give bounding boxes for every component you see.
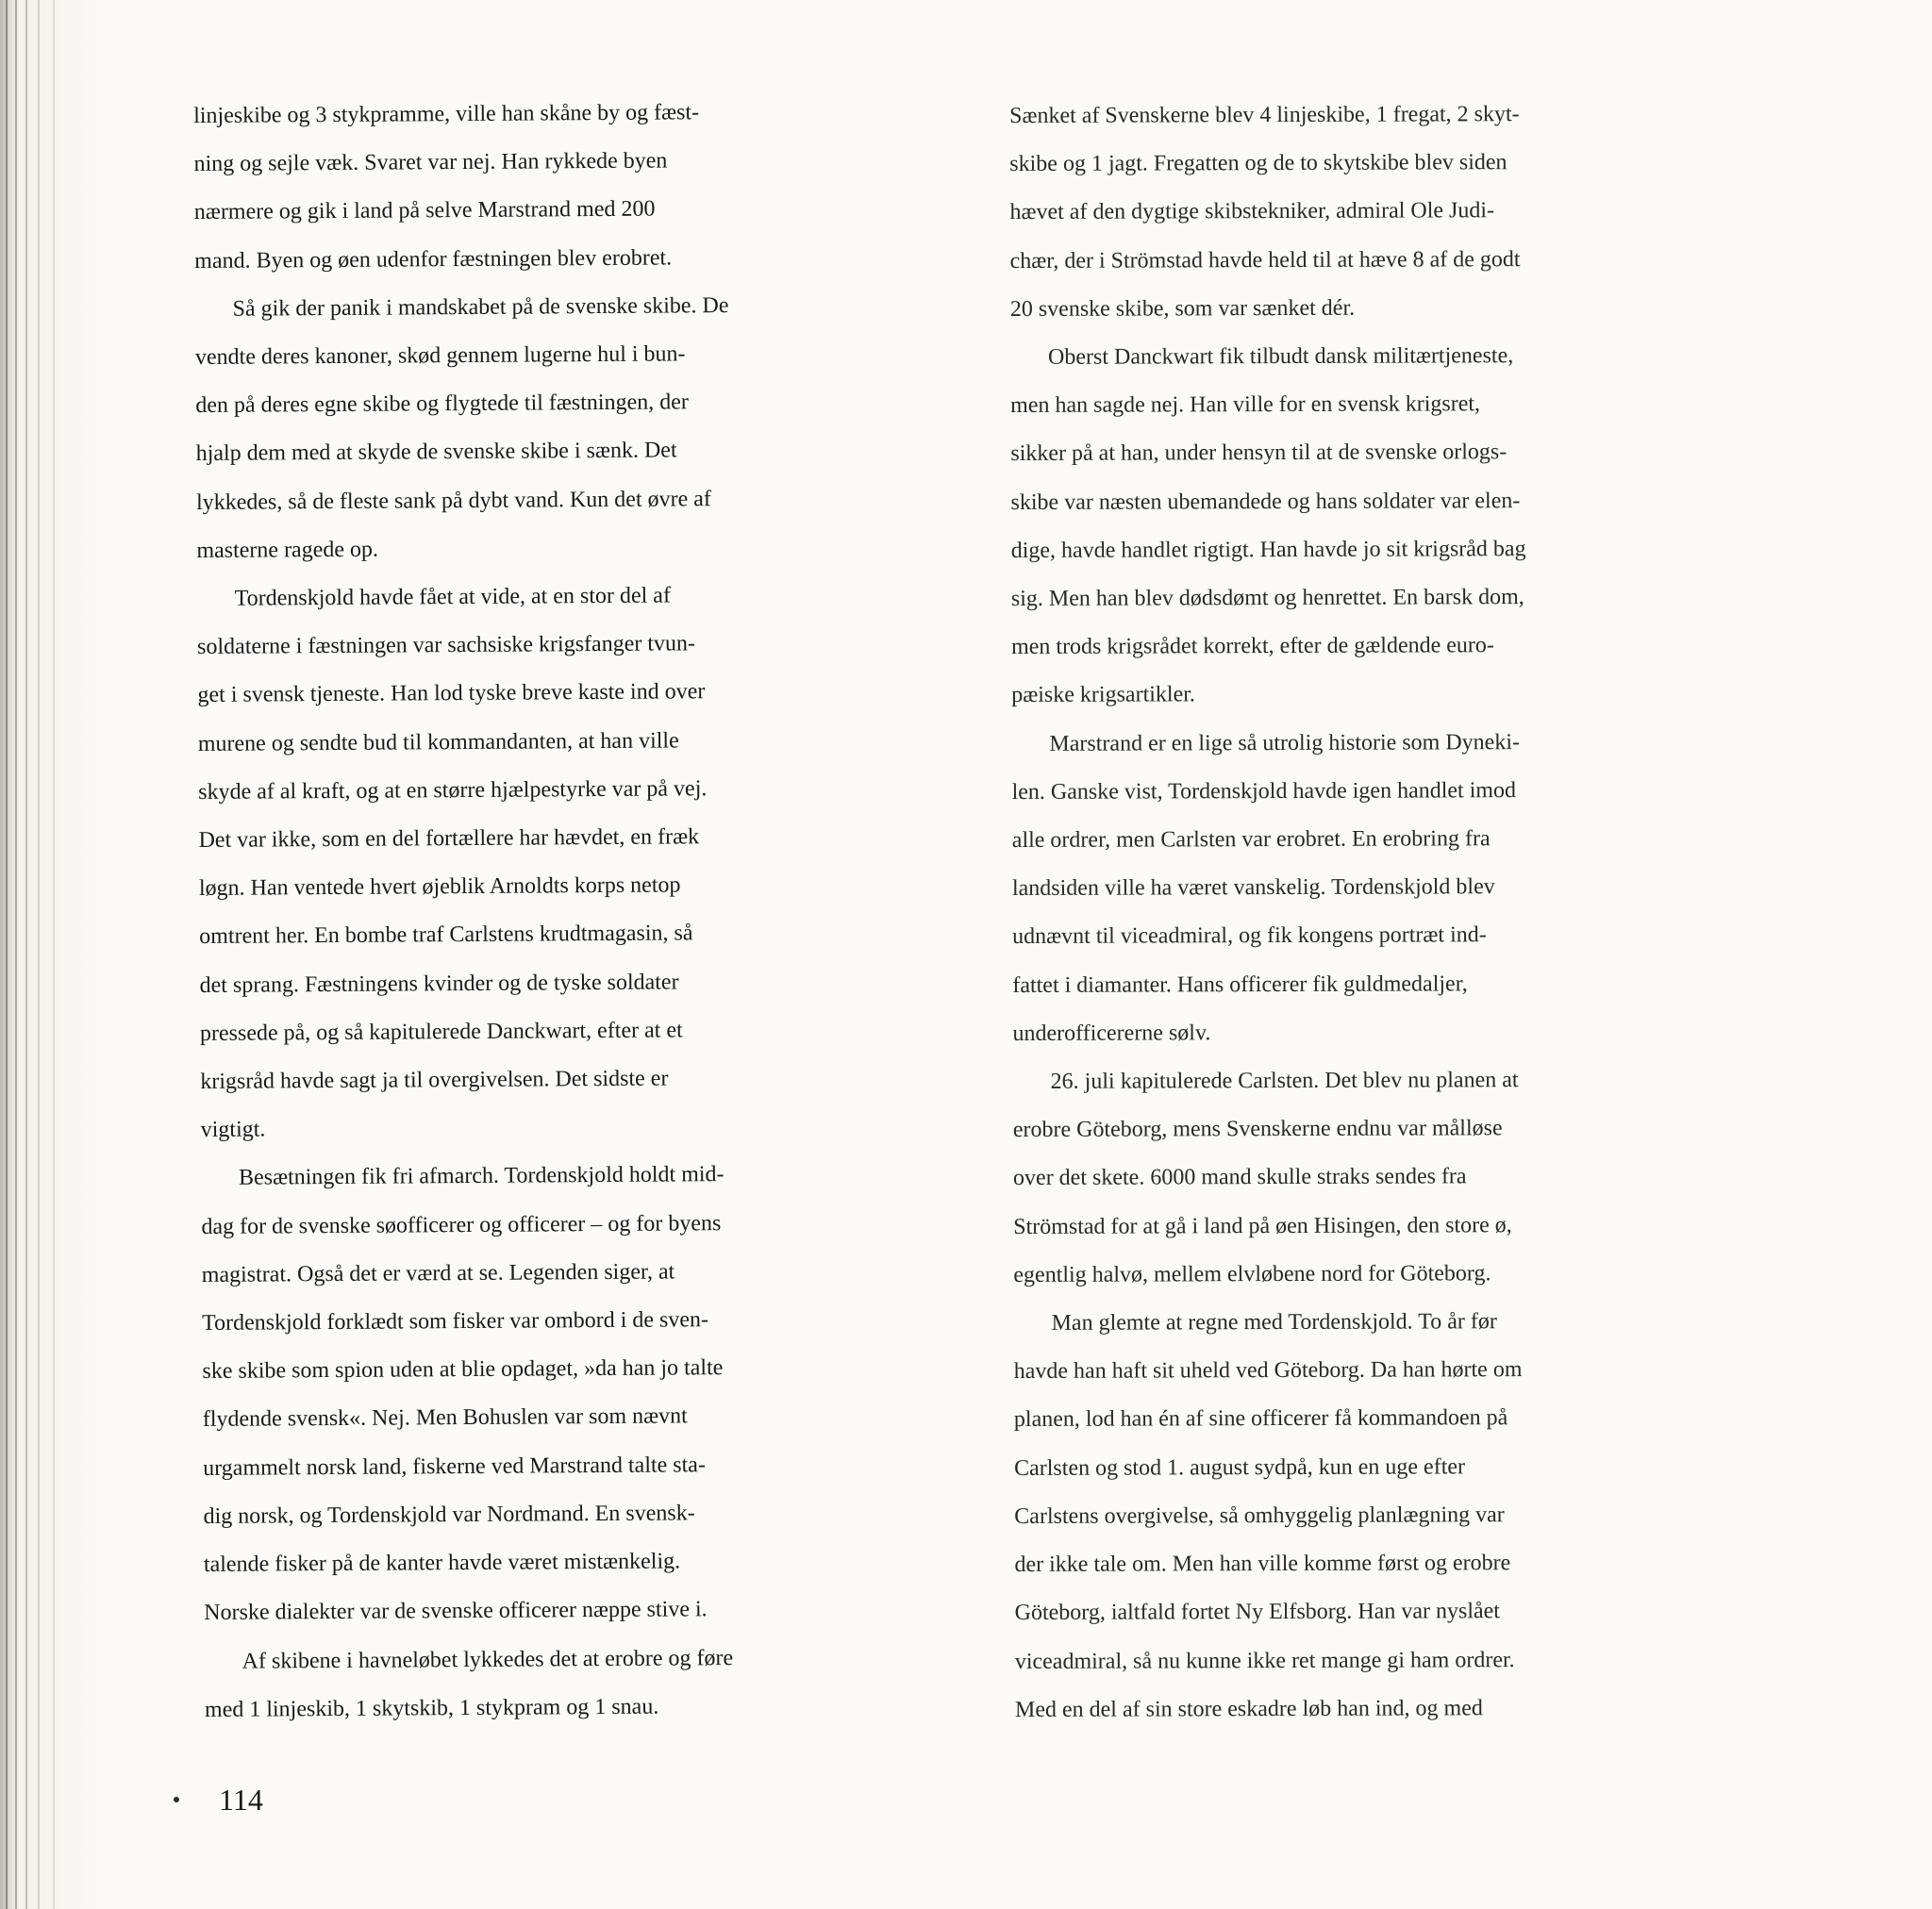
text-line: den på deres egne skibe og flygtede til fæstningen, der (195, 390, 689, 419)
text-line: Man glemte at regne med Tordenskjold. To år før (1051, 1309, 1497, 1336)
text-line: vigtigt. (200, 1117, 266, 1143)
text-line: Af skibene i havneløbet lykkedes det at erobre og føre (242, 1645, 734, 1674)
text-line: hævet af den dygtige skibstekniker, admiral Ole Judi- (1009, 198, 1495, 225)
text-line: hjalp dem med at skyde de svenske skibe i sænk. Det (195, 438, 677, 467)
text-line: vendte deres kanoner, skød gennem lugerne hul i bun- (194, 341, 686, 371)
text-line: dag for de svenske søofficerer og officerer – og for byens (201, 1210, 722, 1239)
page-edge-line (53, 0, 55, 1909)
text-line: men han sagde nej. Han ville for en svensk krigsret, (1010, 391, 1481, 419)
text-line: 26. juli kapitulerede Carlsten. Det blev nu planen at (1050, 1068, 1519, 1094)
text-line: underofficererne sølv. (1012, 1021, 1211, 1046)
text-line: Oberst Danckwart fik tilbudt dansk militærtjeneste, (1047, 343, 1514, 370)
text-line: Göteborg, ialtfald fortet Ny Elfsborg. Han var nyslået (1014, 1599, 1500, 1626)
text-line: Strömstad for at gå i land på øen Hisingen, den store ø, (1013, 1212, 1512, 1239)
text-line: Carlstens overgivelse, så omhyggelig planlægning var (1014, 1502, 1505, 1529)
text-line: Så gik der panik i mandskabet på de svenske skibe. De (232, 292, 729, 322)
text-line: men trods krigsrådet korrekt, efter de gældende euro- (1011, 633, 1494, 660)
text-line: chær, der i Strömstad havde held til at hæve 8 af de godt (1009, 246, 1521, 274)
text-line: soldaterne i fæstningen var sachsiske krigsfanger tvun- (197, 631, 696, 660)
folio-dot (174, 1797, 179, 1802)
text-line: ske skibe som spion uden at blie opdaget, »da han jo talte (202, 1355, 724, 1385)
text-line: krigsråd havde sagt ja til overgivelsen. Det sidste er (200, 1066, 669, 1095)
text-line: magistrat. Også det er værd at se. Legenden siger, at (201, 1259, 675, 1287)
text-line: løgn. Han ventede hvert øjeblik Arnoldts korps netop (198, 872, 681, 902)
left-text-column (193, 87, 988, 1735)
text-line: masterne ragede op. (196, 537, 379, 563)
text-line: Carlsten og stod 1. august sydpå, kun en uge efter (1014, 1454, 1466, 1481)
text-line: der ikke tale om. Men han ville komme først og erobre (1014, 1551, 1511, 1578)
right-text-column (1009, 90, 1845, 1735)
text-line: lykkedes, så de fleste sank på dybt vand. Kun det øvre af (195, 486, 711, 515)
text-line: murene og sendte bud til kommandanten, at han ville (197, 728, 679, 756)
text-line: sig. Men han blev dødsdømt og henrettet. En barsk dom, (1010, 585, 1524, 612)
page-edge-line (15, 0, 17, 1909)
text-line: sikker på at han, under hensyn til at de svenske orlogs- (1010, 440, 1507, 467)
text-line: flydende svensk«. Nej. Men Bohuslen var som nævnt (202, 1403, 688, 1433)
text-line: skibe var næsten ubemandede og hans soldater var elen- (1010, 488, 1521, 515)
text-line: get i svensk tjeneste. Han lod tyske breve kaste ind over (197, 679, 706, 708)
page-edge-line (6, 0, 8, 1909)
text-line: planen, lod han én af sine officerer få kommandoen på (1013, 1405, 1508, 1433)
text-line: nærmere og gik i land på selve Marstrand med 200 (193, 196, 656, 225)
text-line: dig norsk, og Tordenskjold var Nordmand. En svensk- (203, 1501, 695, 1529)
text-line: 20 svenske skibe, som var sænket dér. (1009, 295, 1356, 322)
text-line: talende fisker på de kanter havde været mistænkelig. (203, 1549, 681, 1578)
text-line: fattet i diamanter. Hans officerer fik guldmedaljer, (1012, 971, 1468, 998)
text-line: med 1 linjeskib, 1 skytskib, 1 stykpram og 1 snau. (204, 1694, 659, 1722)
text-line: len. Ganske vist, Tordenskjold havde igen handlet imod (1011, 777, 1517, 805)
text-line: alle ordrer, men Carlsten var erobret. En erobring fra (1011, 826, 1491, 854)
text-line: over det skete. 6000 mand skulle straks sendes fra (1012, 1164, 1467, 1191)
text-line: dige, havde handlet rigtigt. Han havde jo sit krigsråd bag (1010, 536, 1526, 563)
text-line: Norske dialekter var de svenske officerer næppe stive i. (204, 1597, 708, 1626)
page-number: 114 (219, 1783, 263, 1817)
text-line: skyde af al kraft, og at en større hjælpestyrke var på vej. (198, 776, 708, 805)
text-line: pressede på, og så kapitulerede Danckwart, efter at et (199, 1018, 683, 1046)
text-line: egentlig halvø, mellem elvløbene nord for Göteborg. (1013, 1261, 1491, 1287)
text-line: viceadmiral, så nu kunne ikke ret mange gi ham ordrer. (1014, 1647, 1515, 1674)
text-line: erobre Göteborg, mens Svenskerne endnu var målløse (1012, 1116, 1503, 1143)
text-line: Det var ikke, som en del fortællere har hævdet, en fræk (198, 824, 700, 854)
page-edge (0, 0, 113, 1909)
text-line: urgammelt norsk land, fiskerne ved Marstrand talte sta- (203, 1452, 706, 1481)
text-line: Med en del af sin store eskadre løb han ind, og med (1014, 1695, 1483, 1722)
text-line: Besætningen fik fri afmarch. Tordenskjold holdt mid- (238, 1162, 724, 1191)
text-line: mand. Byen og øen udenfor fæstningen blev erobret. (194, 245, 673, 274)
text-line: landsiden ville ha været vanskelig. Tordenskjold blev (1011, 874, 1495, 902)
text-line: ning og sejle væk. Svaret var nej. Han rykkede byen (193, 148, 668, 177)
text-line: pæiske krigsartikler. (1011, 682, 1195, 708)
text-line: skibe og 1 jagt. Fregatten og de to skytskibe blev siden (1009, 150, 1507, 177)
text-line: Tordenskjold havde fået at vide, at en stor del af (234, 583, 671, 611)
text-line: Marstrand er en lige så utrolig historie som Dyneki- (1049, 729, 1521, 756)
text-line: havde han haft sit uheld ved Göteborg. Da han hørte om (1013, 1357, 1523, 1385)
text-line: linjeskibe og 3 stykpramme, ville han skåne by og fæst- (193, 100, 700, 128)
text-line: omtrent her. En bombe traf Carlstens krudtmagasin, så (199, 921, 693, 950)
text-line: Tordenskjold forklædt som fisker var ombord i de sven- (202, 1307, 709, 1336)
page-edge-line (25, 0, 27, 1909)
text-line: udnævnt til viceadmiral, og fik kongens portræt ind- (1012, 922, 1487, 950)
text-line: Sænket af Svenskerne blev 4 linjeskibe, 1 fregat, 2 skyt- (1009, 102, 1520, 128)
page-edge-line (38, 0, 40, 1909)
text-line: det sprang. Fæstningens kvinder og de tyske soldater (199, 970, 679, 998)
